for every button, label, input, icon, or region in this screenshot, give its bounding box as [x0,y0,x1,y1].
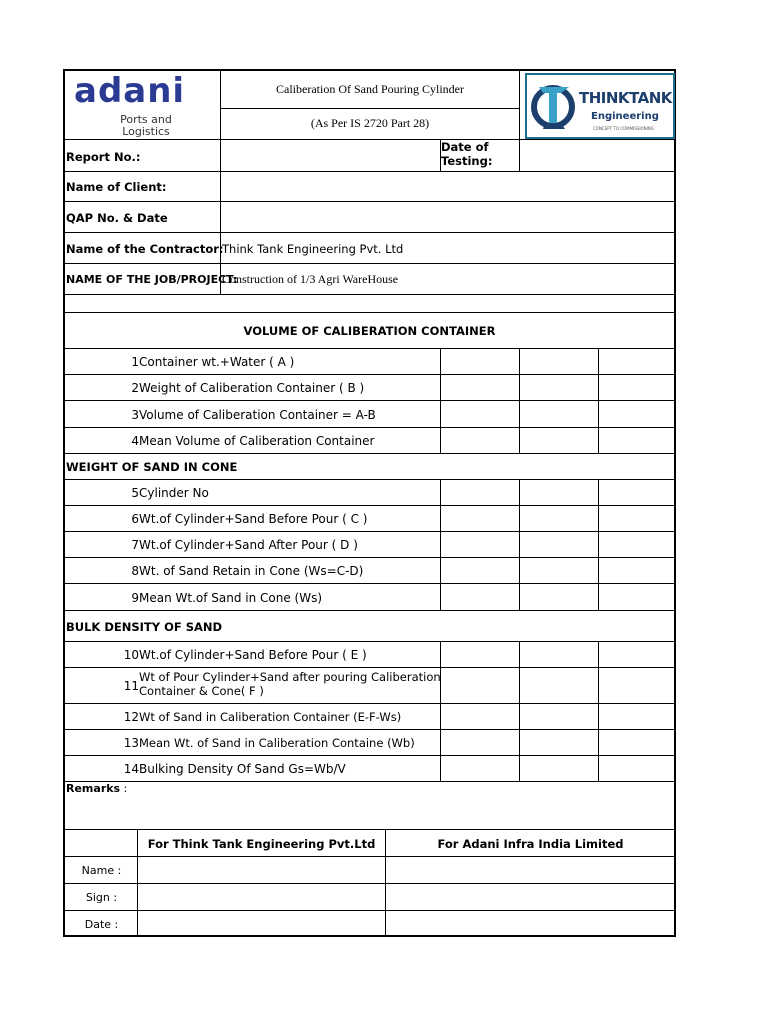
grid-line [65,883,674,884]
row-4-no: 4 [131,434,139,448]
row-1-desc: Container wt.+Water ( A ) [139,355,295,369]
adani-brand-text: adani [74,71,186,111]
grid-line [385,829,386,937]
row-12-desc: Wt of Sand in Caliberation Container (E-F-Ws) [139,710,402,724]
grid-line [440,641,441,782]
bulk-section-title: BULK DENSITY OF SAND [66,619,223,634]
signature-date-label: Date : [84,917,119,931]
grid-line [65,703,674,704]
row-7-no: 7 [131,538,139,552]
thinktank-emblem-icon [531,79,577,135]
grid-line [65,557,674,558]
adani-sub-line1: Ports and [120,113,172,126]
grid-line [65,400,674,401]
thinktank-sub-text: Engineering [591,111,659,122]
calibration-form [63,69,676,937]
qap-label: QAP No. & Date [66,210,168,225]
grid-line [65,312,674,313]
row-12-no: 12 [123,710,139,724]
job-value: Construction of 1/3 Agri WareHouse [222,272,399,286]
row-11-desc [139,670,441,702]
grid-line [65,610,674,611]
grid-line [519,641,520,782]
signature-sign-label: Sign : [85,891,118,904]
grid-line [65,856,674,857]
grid-line [65,427,674,428]
row-1-no: 1 [131,355,139,369]
signature-col-adani: For Adani Infra India Limited [437,836,624,851]
grid-line [440,479,441,611]
grid-line [65,348,674,349]
grid-line [65,910,674,911]
thinktank-logo [525,73,675,139]
grid-line [65,139,674,140]
grid-line [65,171,674,172]
grid-line [440,348,441,454]
row-2-desc: Weight of Caliberation Container ( B ) [139,381,365,395]
grid-line [65,781,674,782]
grid-line [65,505,674,506]
date-of-testing-label: Date of Testing: [441,140,493,168]
row-5-no: 5 [131,486,139,500]
row-7-desc: Wt.of Cylinder+Sand After Pour ( D ) [139,538,358,552]
grid-line [519,479,520,611]
row-10-desc: Wt.of Cylinder+Sand Before Pour ( E ) [139,648,367,662]
signature-name-label: Name : [81,864,122,877]
remarks-label-text: Remarks [66,782,121,795]
grid-line [65,531,674,532]
grid-line [65,479,674,480]
thinktank-brand-text: THINKTANK [579,89,672,107]
row-6-desc: Wt.of Cylinder+Sand Before Pour ( C ) [139,512,368,526]
job-label: NAME OF THE JOB/PROJECT: [66,273,238,286]
grid-line [65,755,674,756]
grid-line [220,171,221,295]
row-2-no: 2 [131,381,139,395]
grid-line [137,829,138,937]
grid-line [65,829,674,830]
row-6-no: 6 [131,512,139,526]
remarks-colon: : [123,782,128,795]
grid-line [65,583,674,584]
row-13-no: 13 [123,736,139,750]
row-3-no: 3 [131,407,139,422]
volume-section-title: VOLUME OF CALIBERATION CONTAINER [243,324,496,338]
grid-line [519,348,520,454]
row-4-desc: Mean Volume of Caliberation Container [139,434,375,448]
row-14-desc: Bulking Density Of Sand Gs=Wb/V [139,762,346,776]
grid-line [65,294,674,295]
grid-line [440,139,441,172]
row-11-no: 11 [123,679,139,693]
grid-line [65,729,674,730]
contractor-value: Think Tank Engineering Pvt. Ltd [222,241,404,256]
row-5-desc: Cylinder No [139,486,209,500]
row-3-desc: Volume of Caliberation Container = A-B [139,407,376,422]
client-label: Name of Client: [66,180,167,194]
grid-line [65,201,674,202]
grid-line [598,479,599,611]
form-subtitle: (As Per IS 2720 Part 28) [310,115,430,130]
adani-logo [72,71,218,138]
thinktank-tagline: CONCEPT TO COMMISSIONING [593,126,654,131]
grid-line [65,374,674,375]
grid-line [65,263,674,264]
grid-line [220,71,221,172]
row-13-desc: Mean Wt. of Sand in Caliberation Containe (Wb) [139,736,415,750]
row-10-no: 10 [123,648,139,662]
row-9-desc: Mean Wt.of Sand in Cone (Ws) [139,590,323,605]
row-14-no: 14 [123,762,139,776]
cone-section-title: WEIGHT OF SAND IN CONE [66,460,238,474]
report-no-label: Report No.: [66,149,141,164]
row-11-desc-line2: Container & Cone( F ) [139,684,264,698]
grid-line [220,108,519,109]
row-11-desc-line1: Wt of Pour Cylinder+Sand after pouring Caliberation [139,670,441,684]
signature-col-thinktank: For Think Tank Engineering Pvt.Ltd [147,836,376,851]
row-8-no: 8 [131,564,139,578]
grid-line [65,232,674,233]
grid-line [598,348,599,454]
form-title: Caliberation Of Sand Pouring Cylinder [276,82,464,96]
contractor-label: Name of the Contractor: [66,241,224,256]
grid-line [65,453,674,454]
grid-line [598,641,599,782]
grid-line [65,667,674,668]
remarks-label [66,782,186,798]
grid-line [519,71,520,172]
row-9-no: 9 [131,590,139,605]
adani-sub-line2: Logistics [122,125,170,138]
grid-line [65,641,674,642]
row-8-desc: Wt. of Sand Retain in Cone (Ws=C-D) [139,564,364,578]
